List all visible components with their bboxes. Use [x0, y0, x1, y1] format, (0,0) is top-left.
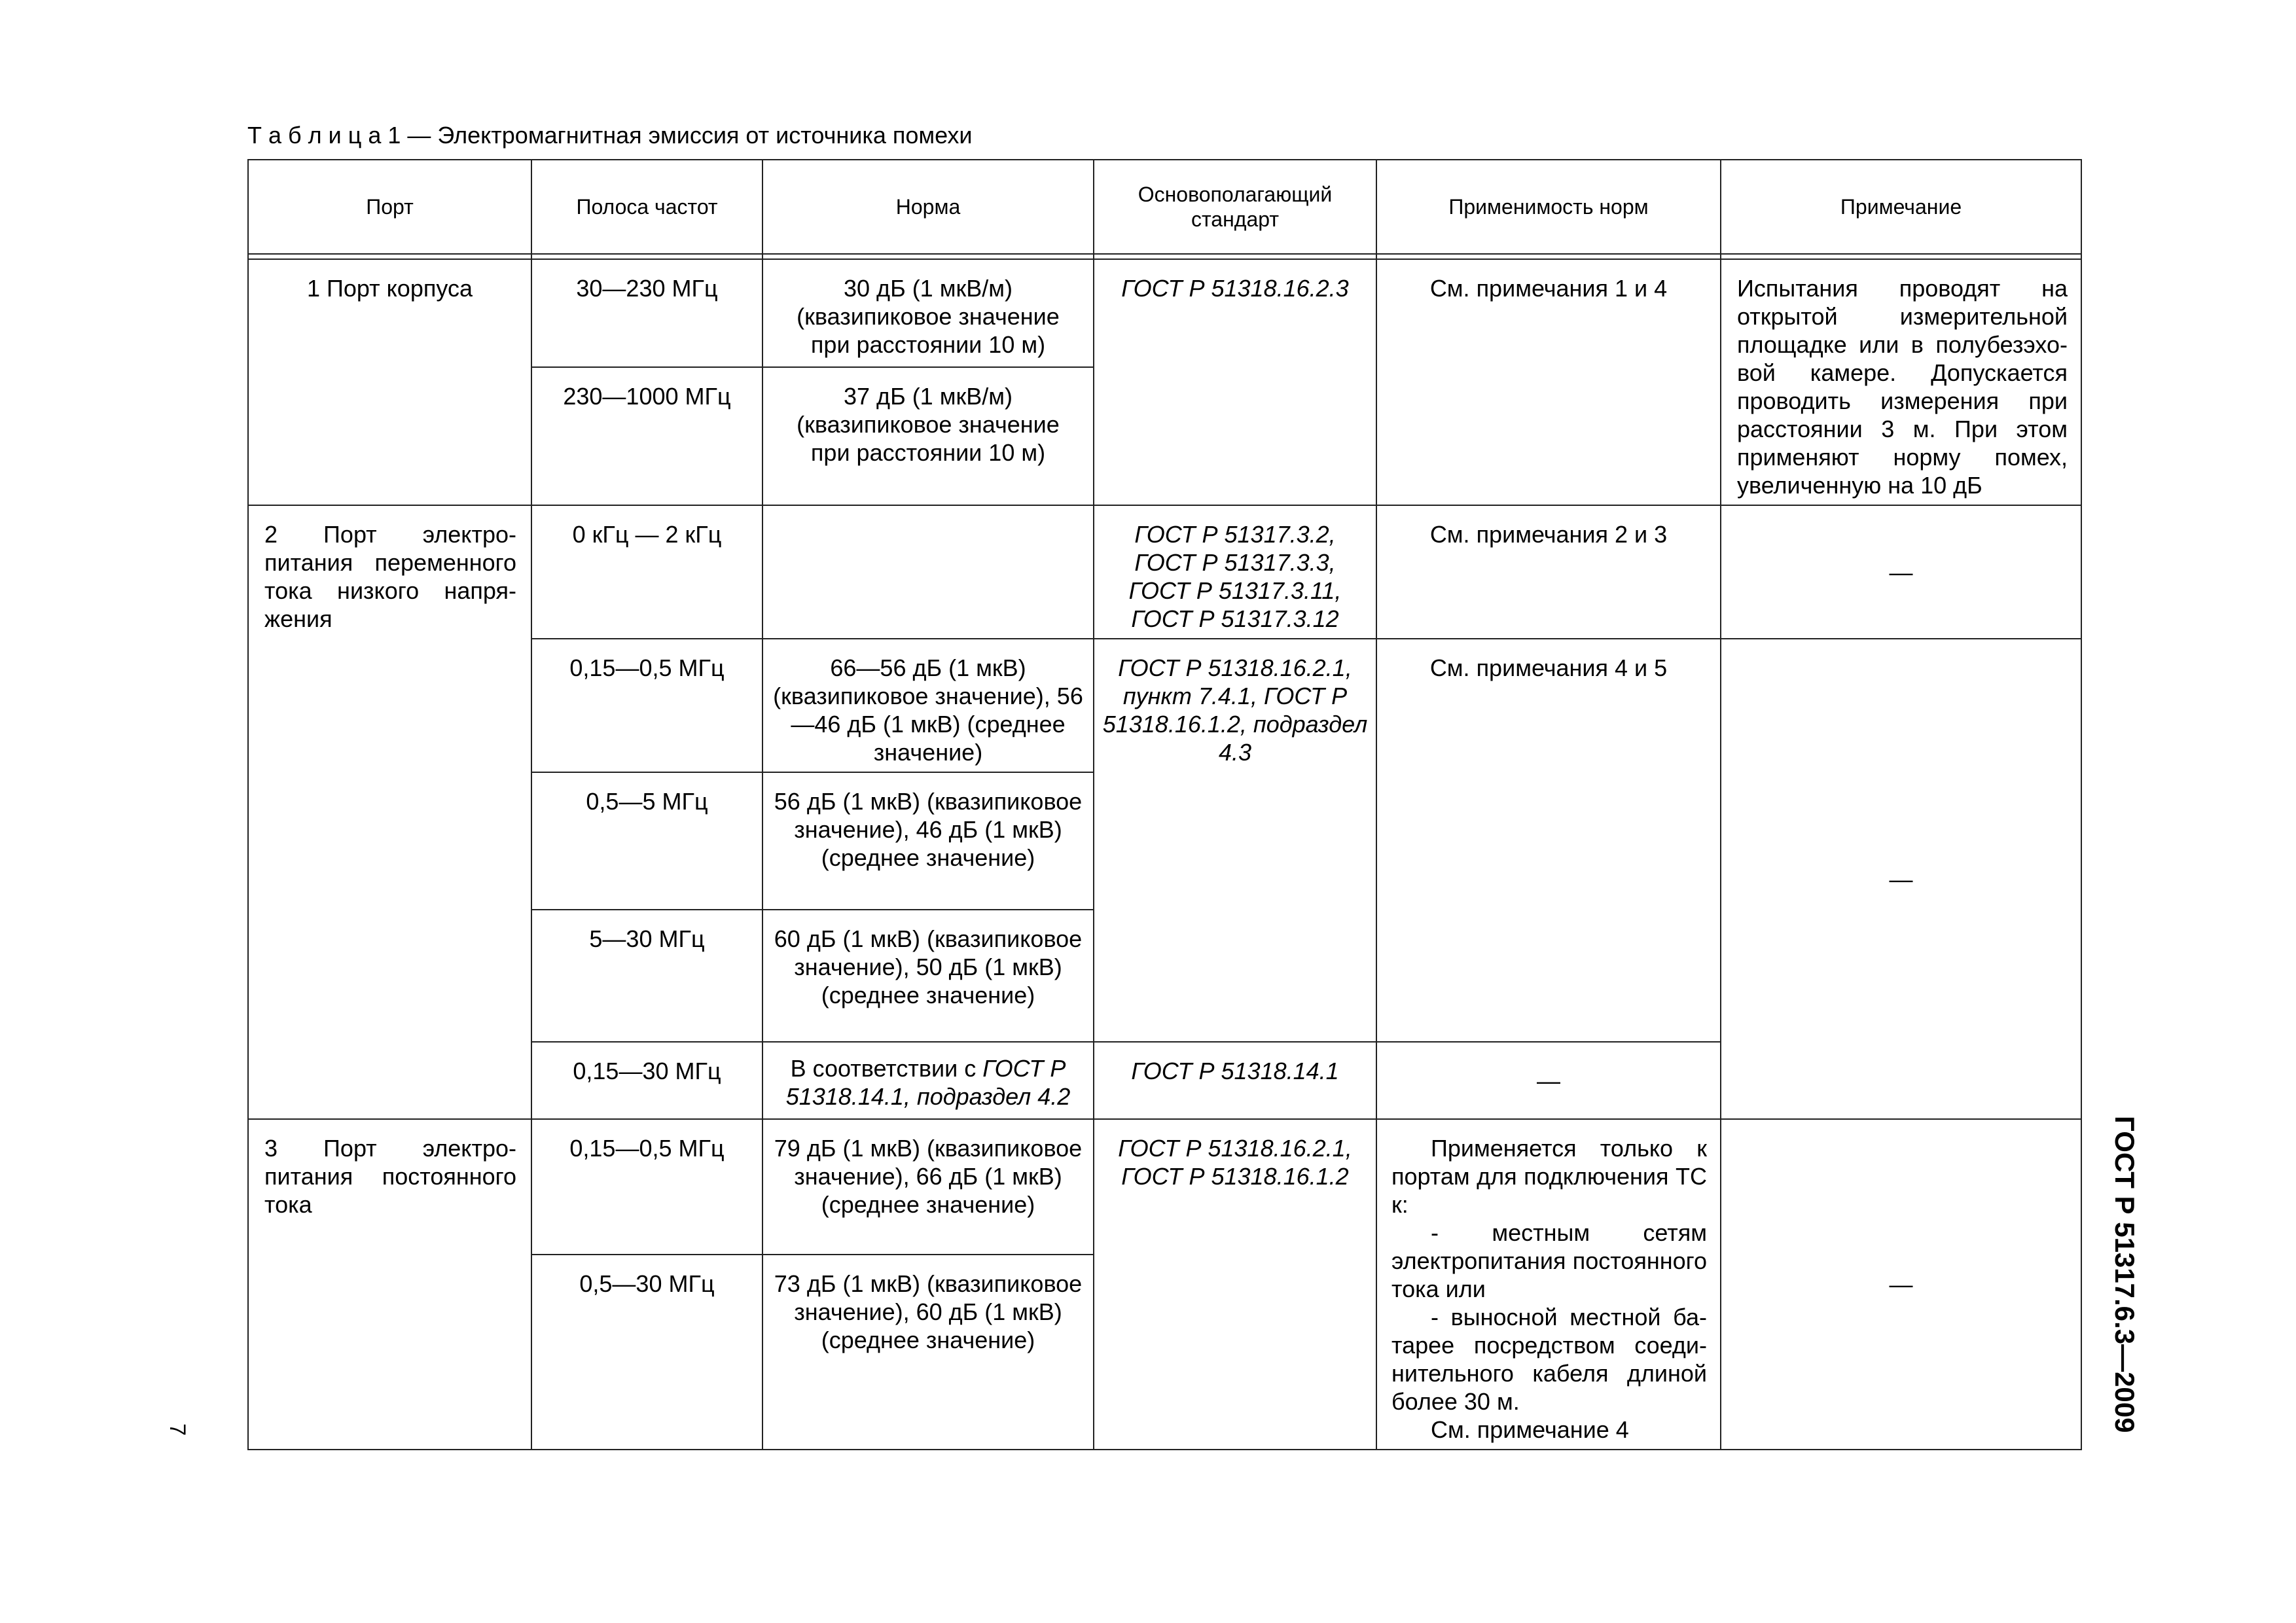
note-cell: —	[1721, 505, 2081, 639]
band-cell: 30—230 МГц	[531, 259, 762, 367]
note-cell: Испытания проводят на открытой измерительной площадке или в полубезэховой камере. Допускается проводить измерения при расстоянии 3 м. При этом применяют норму помех, увеличенную на 10 дБ	[1721, 259, 2081, 505]
standard-cell: ГОСТ Р 51318.16.2.3	[1094, 259, 1376, 505]
norm-cell: 56 дБ (1 мкВ) (квазипиковое значение), 46 дБ (1 мкВ) (среднее значение)	[762, 772, 1094, 910]
applicability-outro: См. примечание 4	[1431, 1416, 1629, 1443]
norm-cell-empty	[762, 505, 1094, 639]
header-standard: Основополагающий стандарт	[1094, 160, 1376, 254]
standard-cell: ГОСТ Р 51318.16.2.1, пункт 7.4.1, ГОСТ Р 51318.16.1.2, подраздел 4.3	[1094, 639, 1376, 1042]
band-cell: 5—30 МГц	[531, 910, 762, 1042]
standard-cell: ГОСТ Р 51318.14.1	[1094, 1042, 1376, 1119]
page-number: 7	[165, 1423, 190, 1436]
applicability-cell: См. примечания 2 и 3	[1376, 505, 1721, 639]
norm-cell	[762, 1042, 1094, 1119]
note-cell: —	[1721, 1119, 2081, 1450]
header-separator	[248, 254, 2081, 259]
norm-cell: 79 дБ (1 мкВ) (квазипиковое значение), 66 дБ (1 мкВ) (среднее значение)	[762, 1119, 1094, 1255]
header-port: Порт	[248, 160, 531, 254]
table-header-row	[248, 160, 2081, 254]
standard-cell: ГОСТ Р 51317.3.2, ГОСТ Р 51317.3.3, ГОСТ Р 51317.3.11, ГОСТ Р 51317.3.12	[1094, 505, 1376, 639]
header-norm: Норма	[762, 160, 1094, 254]
norm-cell: 73 дБ (1 мкВ) (квазипиковое значение), 60 дБ (1 мкВ) (среднее значение)	[762, 1255, 1094, 1450]
port-dc-power: 3 Порт электропитания постоянного тока	[248, 1119, 531, 1450]
applicability-cell: См. примечания 1 и 4	[1376, 259, 1721, 505]
port-enclosure: 1 Порт корпуса	[248, 259, 531, 505]
port-ac-power: 2 Порт электропитания переменного тока низкого напряжения	[248, 505, 531, 1119]
emission-table	[247, 159, 2082, 1450]
norm-reference: ГОСТ Р 51318.14.1, подраздел 4.2	[785, 1055, 1071, 1110]
applicability-cell: —	[1376, 1042, 1721, 1119]
norm-cell: 66—56 дБ (1 мкВ) (квазипиковое значение), 56—46 дБ (1 мкВ) (среднее значение)	[762, 639, 1094, 772]
band-cell: 0,15—30 МГц	[531, 1042, 762, 1119]
document-standard-title: ГОСТ Р 51317.6.3—2009	[2109, 1116, 2140, 1433]
table-caption: Т а б л и ц а 1 — Электромагнитная эмиссия от источника помехи	[247, 122, 973, 149]
band-cell: 0,15—0,5 МГц	[531, 639, 762, 772]
band-cell: 0 кГц — 2 кГц	[531, 505, 762, 639]
band-cell: 0,5—30 МГц	[531, 1255, 762, 1450]
norm-prefix: В соответствии с	[790, 1055, 983, 1082]
band-cell: 0,5—5 МГц	[531, 772, 762, 910]
standard-cell: ГОСТ Р 51318.16.2.1, ГОСТ Р 51318.16.1.2	[1094, 1119, 1376, 1450]
table-row	[248, 259, 2081, 367]
applicability-item: - выносной местной батарее посредством соединительного кабеля длиной более 30 м.	[1391, 1304, 1707, 1415]
applicability-cell	[1376, 1119, 1721, 1450]
applicability-cell: См. примечания 4 и 5	[1376, 639, 1721, 1042]
norm-cell: 60 дБ (1 мкВ) (квазипиковое значение), 50 дБ (1 мкВ) (среднее значение)	[762, 910, 1094, 1042]
header-applicability: Применимость норм	[1376, 160, 1721, 254]
table-row	[248, 1119, 2081, 1255]
applicability-item: - местным сетям электропитания постоянного тока или	[1391, 1219, 1707, 1302]
band-cell: 0,15—0,5 МГц	[531, 1119, 762, 1255]
norm-cell: 37 дБ (1 мкВ/м) (квазипиковое значение при расстоянии 10 м)	[762, 367, 1094, 505]
table-row	[248, 505, 2081, 639]
band-cell: 230—1000 МГц	[531, 367, 762, 505]
note-cell: —	[1721, 639, 2081, 1119]
header-note: Примечание	[1721, 160, 2081, 254]
header-band: Полоса частот	[531, 160, 762, 254]
norm-cell: 30 дБ (1 мкВ/м) (квазипиковое значение при расстоянии 10 м)	[762, 259, 1094, 367]
applicability-intro: Применяется только к портам для подключения ТС к:	[1391, 1135, 1707, 1218]
